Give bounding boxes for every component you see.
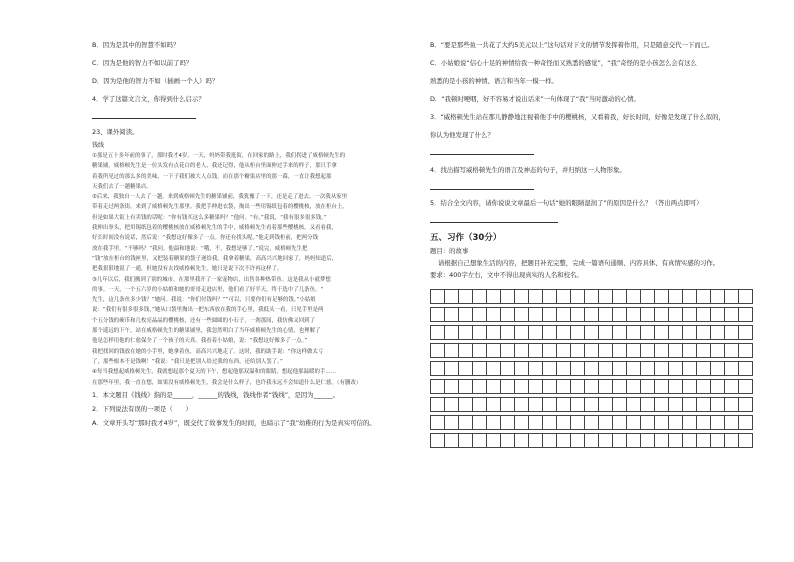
grid-cell[interactable] <box>557 362 571 376</box>
grid-cell[interactable] <box>697 380 711 394</box>
grid-cell[interactable] <box>641 380 655 394</box>
grid-cell[interactable] <box>501 416 515 430</box>
grid-cell[interactable] <box>515 416 529 430</box>
passage-line: ②后来，我独自一人去了一趟，来到威格顿先生的糖果铺前，我犹豫了一下，还是走了进去。一次我从家里 <box>92 194 348 201</box>
section-23-title: 23、课外阅读。 <box>92 128 139 136</box>
grid-cell[interactable] <box>515 308 529 322</box>
passage-line: 好长时间没有说话，然后说：“我想这好像多了一点。你还有找头呢。”他走到钱柜前，把两分钱 <box>92 235 319 242</box>
passage-line: 的事。一天，一个五六岁的小姑娘和她的哥哥走进店里，他们看了好半天，终于选中了几条鱼。“ <box>92 286 324 293</box>
grid-cell[interactable] <box>585 326 599 340</box>
grid-cell[interactable] <box>669 398 683 412</box>
grid-cell[interactable] <box>627 434 641 448</box>
question-2-option-c: C．小姑娘说“信心十足的神情给我一种奇怪而又熟悉的感觉”，“我”奇怪的是小孩怎么会有这么 <box>430 59 697 67</box>
grid-cell[interactable] <box>571 362 585 376</box>
grid-cell[interactable] <box>697 434 711 448</box>
grid-cell[interactable] <box>473 380 487 394</box>
grid-cell[interactable] <box>711 416 725 430</box>
grid-cell[interactable] <box>571 380 585 394</box>
grid-cell[interactable] <box>473 308 487 322</box>
grid-cell[interactable] <box>669 416 683 430</box>
passage-line: ④每当我想起威格顿先生，我就想起那个夏天的下午，想起他那双温和的眼睛，想起他那温暖的手…… <box>92 369 337 376</box>
grid-cell[interactable] <box>683 308 697 322</box>
grid-cell[interactable] <box>725 290 739 304</box>
grid-cell[interactable] <box>585 290 599 304</box>
grid-cell[interactable] <box>529 344 543 358</box>
essay-instruction: 请根据自己想象生活的内容，把题目补充完整，完成一篇语句通顺、内容具体、有真情实感的习作。 <box>438 259 720 267</box>
left-column <box>92 36 410 430</box>
grid-cell[interactable] <box>725 326 739 340</box>
grid-cell[interactable] <box>683 326 697 340</box>
question-2-option-d: D．“我顿时哽咽，好不容易才说出话来”一句体现了“我”当时激动的心情。 <box>430 95 640 103</box>
grid-cell[interactable] <box>613 362 627 376</box>
grid-cell[interactable] <box>585 434 599 448</box>
grid-cell[interactable] <box>529 326 543 340</box>
grid-cell[interactable] <box>725 398 739 412</box>
grid-row <box>431 290 753 304</box>
grid-cell[interactable] <box>557 308 571 322</box>
grid-cell[interactable] <box>599 326 613 340</box>
grid-cell[interactable] <box>669 362 683 376</box>
grid-cell[interactable] <box>473 362 487 376</box>
grid-cell[interactable] <box>725 434 739 448</box>
passage-line: 那个遥远的下午，站在威格顿先生的糖果铺里，我忽然明白了当年威格顿先生的心情，也理解了 <box>92 328 321 335</box>
grid-cell[interactable] <box>501 326 515 340</box>
grid-cell[interactable] <box>641 434 655 448</box>
question-2-option-b: B．“要是那些鱼一共花了大约5美元以上”这句话对下文的情节发挥着作用，只是随意交代一下而已。 <box>430 41 714 49</box>
answer-line <box>430 179 534 190</box>
grid-row <box>431 326 753 340</box>
grid-cell[interactable] <box>459 416 473 430</box>
passage-line: “钱”放在柜台的钱匣里，又把装着糖果的袋子递给我。我拿着糖果，高高兴兴地回家了，妈妈知道后， <box>92 255 338 262</box>
grid-cell[interactable] <box>515 290 529 304</box>
grid-cell[interactable] <box>473 416 487 430</box>
grid-cell[interactable] <box>725 308 739 322</box>
grid-cell[interactable] <box>487 398 501 412</box>
passage-body <box>92 151 410 388</box>
grid-cell[interactable] <box>725 416 739 430</box>
passage-line: 了，那些根本不是钱啊！”我说：“我只是把别人给过我的东西，还给别人罢了。” <box>92 358 283 365</box>
grid-cell[interactable] <box>641 416 655 430</box>
grid-cell[interactable] <box>627 344 641 358</box>
grid-cell[interactable] <box>557 380 571 394</box>
grid-cell[interactable] <box>515 434 529 448</box>
grid-cell[interactable] <box>557 326 571 340</box>
grid-cell[interactable] <box>501 380 515 394</box>
passage-line: 说：“我们有很多很多钱，”她从口袋里掏出一把东西放在我的手心里，我低头一看，只见手里是两 <box>92 307 324 314</box>
question-2: 2．下列说法有误的一项是（ ） <box>92 404 192 413</box>
grid-cell[interactable] <box>487 326 501 340</box>
grid-cell[interactable] <box>459 362 473 376</box>
grid-cell[interactable] <box>571 398 585 412</box>
passage-line: 我把找回的钱放在她的小手里，她拿着鱼，高高兴兴地走了。这时，我的助手说：“你这样做太亏 <box>92 348 324 355</box>
grid-cell[interactable] <box>725 344 739 358</box>
grid-cell[interactable] <box>543 344 557 358</box>
grid-cell[interactable] <box>627 380 641 394</box>
grid-cell[interactable] <box>571 326 585 340</box>
grid-cell[interactable] <box>599 308 613 322</box>
grid-cell[interactable] <box>529 362 543 376</box>
grid-cell[interactable] <box>641 290 655 304</box>
grid-cell[interactable] <box>557 416 571 430</box>
grid-row <box>431 416 753 430</box>
grid-cell[interactable] <box>711 308 725 322</box>
option-b: B．因为是其中的智慧不如吗？ <box>92 41 180 49</box>
grid-cell[interactable] <box>515 380 529 394</box>
grid-cell[interactable] <box>669 326 683 340</box>
grid-cell[interactable] <box>655 344 669 358</box>
grid-cell[interactable] <box>655 362 669 376</box>
grid-cell[interactable] <box>431 416 445 430</box>
grid-cell[interactable] <box>599 398 613 412</box>
grid-cell[interactable] <box>683 398 697 412</box>
grid-cell[interactable] <box>431 380 445 394</box>
grid-cell[interactable] <box>431 362 445 376</box>
grid-cell[interactable] <box>473 290 487 304</box>
grid-cell[interactable] <box>669 308 683 322</box>
grid-row <box>431 344 753 358</box>
grid-cell[interactable] <box>571 290 585 304</box>
grid-cell[interactable] <box>613 434 627 448</box>
grid-cell[interactable] <box>683 416 697 430</box>
grid-cell[interactable] <box>739 380 753 394</box>
grid-cell[interactable] <box>501 398 515 412</box>
grid-cell[interactable] <box>627 416 641 430</box>
grid-cell[interactable] <box>459 398 473 412</box>
grid-cell[interactable] <box>613 398 627 412</box>
grid-cell[interactable] <box>599 380 613 394</box>
grid-cell[interactable] <box>487 290 501 304</box>
grid-cell[interactable] <box>739 326 753 340</box>
essay-topic: 题目：的故事 <box>430 247 469 255</box>
passage-title: 钱线 <box>92 142 105 149</box>
grid-cell[interactable] <box>459 344 473 358</box>
grid-cell[interactable] <box>683 290 697 304</box>
passage-line: 先生，这几条鱼多少钱？”她问。我说：“你们付钱吗？”“可以，只要你们有足够的钱。”小姑娘 <box>92 297 316 304</box>
question-4: 4．学了这篇文言文，你得到什么启示？ <box>92 95 205 103</box>
grid-cell[interactable] <box>683 362 697 376</box>
grid-cell[interactable] <box>655 326 669 340</box>
grid-cell[interactable] <box>571 308 585 322</box>
grid-cell[interactable] <box>473 344 487 358</box>
grid-cell[interactable] <box>557 344 571 358</box>
question-2-option-a: A．文章开头写“那时我才4岁”，既交代了故事发生的时间，也暗示了“我”幼稚的行为是真实可信的。 <box>92 418 376 427</box>
grid-cell[interactable] <box>445 326 459 340</box>
grid-cell[interactable] <box>431 290 445 304</box>
grid-cell[interactable] <box>669 434 683 448</box>
passage-line: 在那些年里，我一直在想，如果没有威格顿先生，我会是什么样子，也许我永远不会知道什么是仁慈。（有删改） <box>92 379 362 386</box>
grid-cell[interactable] <box>599 362 613 376</box>
passage-line: 着我所见过的那么多的美味，一下子我们被大人点钱，而在那个糖果店里的那一幕，一直让我想起那 <box>92 173 332 180</box>
essay-writing-grid[interactable] <box>430 289 753 448</box>
grid-cell[interactable] <box>557 290 571 304</box>
grid-cell[interactable] <box>697 308 711 322</box>
grid-cell[interactable] <box>683 434 697 448</box>
grid-cell[interactable] <box>641 362 655 376</box>
grid-cell[interactable] <box>613 290 627 304</box>
grid-cell[interactable] <box>697 344 711 358</box>
grid-cell[interactable] <box>739 344 753 358</box>
grid-cell[interactable] <box>501 290 515 304</box>
grid-cell[interactable] <box>431 326 445 340</box>
grid-cell[interactable] <box>599 290 613 304</box>
question-3-cont: 你认为他发现了什么？ <box>430 131 494 139</box>
grid-cell[interactable] <box>711 362 725 376</box>
grid-cell[interactable] <box>473 434 487 448</box>
grid-cell[interactable] <box>543 398 557 412</box>
option-c: C．因为是他的智力不如以前了吗？ <box>92 59 193 67</box>
grid-cell[interactable] <box>641 326 655 340</box>
option-d: D．因为是他的智力不如（插画一个人）吗？ <box>92 77 219 85</box>
grid-cell[interactable] <box>445 308 459 322</box>
grid-cell[interactable] <box>501 362 515 376</box>
grid-cell[interactable] <box>459 290 473 304</box>
grid-cell[interactable] <box>697 326 711 340</box>
grid-cell[interactable] <box>585 380 599 394</box>
answer-line <box>430 144 534 155</box>
grid-cell[interactable] <box>739 308 753 322</box>
grid-cell[interactable] <box>501 434 515 448</box>
grid-cell[interactable] <box>669 290 683 304</box>
question-2-option-c-cont: 熟悉的是小孩的神情、语言和当年一模一样。 <box>430 77 558 85</box>
grid-cell[interactable] <box>627 398 641 412</box>
passage-line: 但是如果大街上有卖钱的话呢：“你有钱买这么多糖果吗？”他问。“有，”我说，“我有很多很多钱。” <box>92 214 327 221</box>
grid-cell[interactable] <box>529 380 543 394</box>
grid-cell[interactable] <box>655 416 669 430</box>
grid-cell[interactable] <box>655 398 669 412</box>
grid-cell[interactable] <box>445 434 459 448</box>
passage-line: 他是怎样用他的仁慈保全了一个孩子的天真。我看着小姑娘，说：“我想这好像多了一点。” <box>92 338 308 345</box>
grid-cell[interactable] <box>711 434 725 448</box>
passage-line: 把我狠狠地说了一通，但她没有去找威格顿先生，她只是说下次不许再这样了。 <box>92 266 283 273</box>
grid-row <box>431 434 753 448</box>
grid-cell[interactable] <box>711 398 725 412</box>
grid-cell[interactable] <box>613 416 627 430</box>
grid-cell[interactable] <box>739 434 753 448</box>
grid-cell[interactable] <box>529 416 543 430</box>
grid-cell[interactable] <box>529 398 543 412</box>
grid-row <box>431 308 753 322</box>
grid-cell[interactable] <box>445 380 459 394</box>
passage-line: ①那是五十多年前的事了，那时我才4岁。一天，妈妈带我逛街，在回家的路上，我们拐进了威格顿先生的 <box>92 153 346 159</box>
grid-cell[interactable] <box>613 344 627 358</box>
grid-cell[interactable] <box>557 398 571 412</box>
grid-cell[interactable] <box>543 416 557 430</box>
grid-cell[interactable] <box>459 380 473 394</box>
grid-cell[interactable] <box>669 380 683 394</box>
grid-cell[interactable] <box>641 308 655 322</box>
passage-line: 糖果铺。威格顿先生是一位头发有点花白的老人，我还记得，他从柜台里面伸过手来的样子，那只手拿 <box>92 163 337 170</box>
grid-cell[interactable] <box>445 362 459 376</box>
grid-cell[interactable] <box>445 290 459 304</box>
grid-cell[interactable] <box>627 362 641 376</box>
grid-cell[interactable] <box>697 398 711 412</box>
passage-line: 带着走过两条街，来到了威格顿先生那里。我把手伸进衣袋，掏出一些用锡纸包着的樱桃核，放在柜台上。 <box>92 204 348 211</box>
grid-cell[interactable] <box>515 398 529 412</box>
grid-cell[interactable] <box>655 290 669 304</box>
grid-cell[interactable] <box>585 416 599 430</box>
question-1: 1．本文题目《钱线》指的是______，______的钱线，钱线作者“钱线”，是因为______。 <box>92 390 340 399</box>
grid-cell[interactable] <box>697 290 711 304</box>
grid-cell[interactable] <box>557 434 571 448</box>
question-4-right: 4．找出描写威格顿先生的语言及神态的句子，并归纳这一人物形象。 <box>430 166 626 174</box>
passage-line: 天我们去了一趟糖果店。 <box>92 183 152 190</box>
question-3: 3．“威格顿先生站在那儿静静地注视着他手中的樱桃核，又看着我，好长时间，好像是发现了什么似的， <box>430 113 725 121</box>
grid-cell[interactable] <box>431 308 445 322</box>
grid-cell[interactable] <box>487 416 501 430</box>
grid-cell[interactable] <box>627 290 641 304</box>
grid-cell[interactable] <box>571 434 585 448</box>
grid-cell[interactable] <box>529 434 543 448</box>
grid-cell[interactable] <box>487 344 501 358</box>
grid-cell[interactable] <box>599 434 613 448</box>
grid-cell[interactable] <box>627 326 641 340</box>
grid-cell[interactable] <box>655 380 669 394</box>
grid-cell[interactable] <box>711 326 725 340</box>
grid-cell[interactable] <box>445 344 459 358</box>
grid-cell[interactable] <box>501 308 515 322</box>
grid-cell[interactable] <box>515 362 529 376</box>
passage-line: 我伸出拳头，把用锡纸包着的樱桃核放在威格顿先生的手中，威格顿先生看着那些樱桃核，又看看我， <box>92 225 337 232</box>
grid-cell[interactable] <box>459 308 473 322</box>
grid-cell[interactable] <box>571 344 585 358</box>
grid-cell[interactable] <box>543 290 557 304</box>
grid-cell[interactable] <box>613 326 627 340</box>
grid-cell[interactable] <box>543 362 557 376</box>
grid-cell[interactable] <box>711 380 725 394</box>
grid-cell[interactable] <box>585 398 599 412</box>
grid-cell[interactable] <box>655 308 669 322</box>
grid-cell[interactable] <box>529 308 543 322</box>
grid-cell[interactable] <box>725 362 739 376</box>
grid-cell[interactable] <box>571 416 585 430</box>
grid-cell[interactable] <box>697 416 711 430</box>
grid-cell[interactable] <box>501 344 515 358</box>
grid-cell[interactable] <box>445 416 459 430</box>
passage-line: 个五分钱的硬币和几枚亮晶晶的樱桃核，还有一些圆圆的小石子。一刹那间，我仿佛又回到了 <box>92 317 316 324</box>
grid-cell[interactable] <box>585 344 599 358</box>
grid-cell[interactable] <box>711 290 725 304</box>
grid-cell[interactable] <box>473 326 487 340</box>
grid-cell[interactable] <box>487 362 501 376</box>
grid-cell[interactable] <box>487 434 501 448</box>
answer-line <box>430 212 558 223</box>
grid-cell[interactable] <box>613 308 627 322</box>
right-column <box>430 36 765 281</box>
grid-cell[interactable] <box>725 380 739 394</box>
grid-cell[interactable] <box>431 434 445 448</box>
grid-cell[interactable] <box>445 398 459 412</box>
grid-cell[interactable] <box>613 380 627 394</box>
passage-line: 放在我手里。“不够吗？”我问。他温和地说：“哦，不，我想是够了。”说完，威格顿先生把 <box>92 245 308 252</box>
grid-cell[interactable] <box>543 434 557 448</box>
grid-cell[interactable] <box>711 344 725 358</box>
grid-cell[interactable] <box>585 362 599 376</box>
grid-cell[interactable] <box>683 380 697 394</box>
grid-cell[interactable] <box>473 398 487 412</box>
grid-cell[interactable] <box>515 344 529 358</box>
grid-cell[interactable] <box>585 308 599 322</box>
grid-row <box>431 380 753 394</box>
section-5-title: 五、习作（30分） <box>430 233 502 243</box>
grid-cell[interactable] <box>683 344 697 358</box>
grid-row <box>431 362 753 376</box>
grid-cell[interactable] <box>431 344 445 358</box>
grid-cell[interactable] <box>515 326 529 340</box>
grid-cell[interactable] <box>543 380 557 394</box>
grid-cell[interactable] <box>669 344 683 358</box>
grid-cell[interactable] <box>739 362 753 376</box>
grid-cell[interactable] <box>641 398 655 412</box>
essay-requirement: 要求：400字左右，文中不得出现真实的人名和校名。 <box>430 271 583 279</box>
passage-line: ③几年以后，我们搬到了别的城市。在那里我开了一家宠物店，出售各种热带鱼。这是我从小就梦想 <box>92 276 331 283</box>
grid-row <box>431 398 753 412</box>
grid-cell[interactable] <box>459 434 473 448</box>
grid-cell[interactable] <box>739 398 753 412</box>
grid-cell[interactable] <box>487 380 501 394</box>
grid-cell[interactable] <box>697 362 711 376</box>
grid-cell[interactable] <box>543 308 557 322</box>
grid-cell[interactable] <box>641 344 655 358</box>
grid-cell[interactable] <box>627 308 641 322</box>
grid-cell[interactable] <box>739 290 753 304</box>
grid-cell[interactable] <box>431 398 445 412</box>
grid-cell[interactable] <box>529 290 543 304</box>
grid-cell[interactable] <box>487 308 501 322</box>
grid-cell[interactable] <box>599 344 613 358</box>
answer-line <box>92 108 196 119</box>
grid-cell[interactable] <box>739 416 753 430</box>
grid-cell[interactable] <box>543 326 557 340</box>
question-5: 5．结合全文内容，请你说说文章最后一句话“她的眼睛湿润了”的原因是什么？（答出两点即可） <box>430 199 703 207</box>
grid-cell[interactable] <box>599 416 613 430</box>
grid-cell[interactable] <box>459 326 473 340</box>
grid-cell[interactable] <box>655 434 669 448</box>
